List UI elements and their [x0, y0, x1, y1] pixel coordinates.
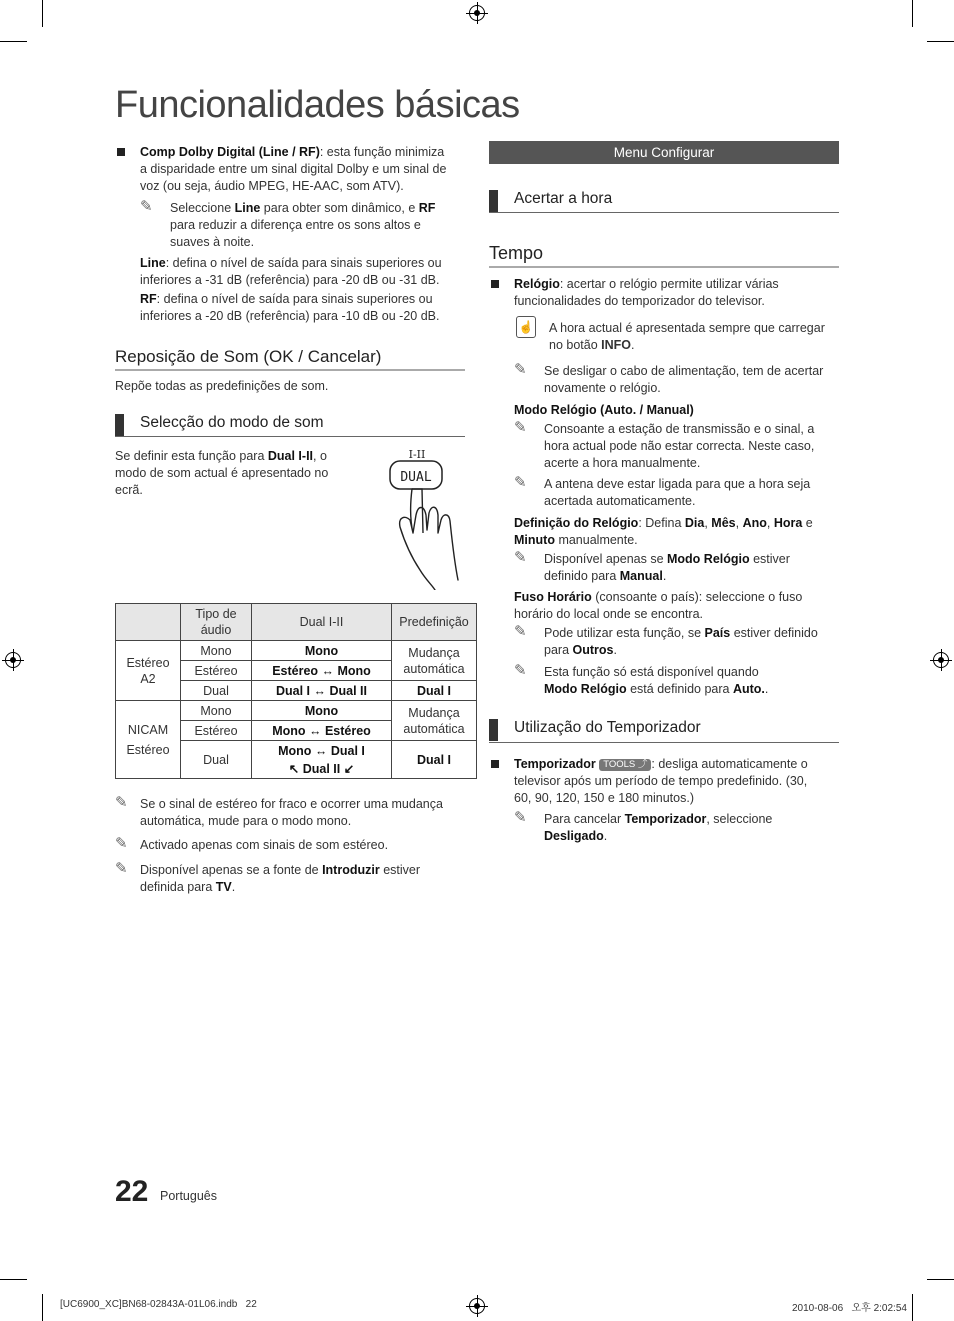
subsection-marker — [115, 414, 124, 436]
sound-mode-heading: Selecção do modo de som — [140, 414, 324, 431]
note-power-cable: Se desligar o cabo de alimentação, tem de acertar novamente o relógio. — [544, 364, 824, 395]
dual-label-button: DUAL — [400, 470, 432, 485]
bullet-icon — [491, 760, 499, 768]
line-definition: Line: defina o nível de saída para sinais superiores ou inferiores a -31 dB (referência) para -20 dB ou -31 dB. — [140, 256, 442, 287]
note-cancel-timer: Para cancelar Temporizador, seleccione Desligado. — [544, 812, 773, 843]
subsection-marker — [489, 190, 498, 212]
clock-mode-label: Modo Relógio (Auto. / Manual) — [514, 403, 694, 417]
table-cell: Mono ↔ Dual I ↖ Dual II ↙ — [252, 741, 392, 779]
table-cell: Dual I — [392, 741, 477, 779]
note-pencil-icon: ✎ — [514, 623, 527, 640]
note-country: Pode utilizar esta função, se País estiver definido para Outros. — [544, 626, 818, 657]
crop-mark — [912, 1294, 913, 1321]
note-pencil-icon: ✎ — [115, 794, 128, 811]
footer-timestamp: 2010-08-06 오후 2:02:54 — [792, 1303, 907, 1314]
crop-mark — [0, 41, 27, 42]
note-weak-stereo: Se o sinal de estéreo for fraco e ocorrer uma mudança automática, mude para o modo mono. — [140, 797, 443, 828]
table-cell: Mono — [181, 701, 252, 721]
note-pencil-icon: ✎ — [514, 474, 527, 491]
subsection-rule — [115, 436, 465, 437]
registration-mark-icon — [469, 5, 485, 21]
table-cell: Dual — [181, 681, 252, 701]
rf-definition: RF: defina o nível de saída para sinais superiores ou inferiores a -20 dB (referência) para -10 dB ou -20 dB. — [140, 292, 440, 323]
bullet-icon — [117, 148, 125, 156]
table-cell: Mudança automática — [392, 701, 477, 741]
crop-mark — [42, 1294, 43, 1321]
comp-dolby-note: Seleccione Line para obter som dinâmico, e RF para reduzir a diferença entre os sons altos e suaves à noite. — [170, 201, 436, 249]
note-antenna: A antena deve estar ligada para que a hora seja acertada automaticamente. — [544, 477, 811, 508]
note-tv-source: Disponível apenas se a fonte de Introduzir estiver definida para TV. — [140, 863, 421, 894]
crop-mark — [927, 41, 954, 42]
registration-mark-icon — [469, 1298, 485, 1314]
note-pencil-icon: ✎ — [115, 860, 128, 877]
table-cell: Dual — [181, 741, 252, 779]
tools-button-icon: TOOLS ⤴ — [599, 759, 651, 771]
table-cell: Estéreo — [181, 721, 252, 741]
table-cell: Estéreo ↔ Mono — [252, 661, 392, 681]
reset-sound-desc: Repõe todas as predefinições de som. — [115, 379, 329, 393]
table-header: Dual I-II — [252, 604, 392, 641]
note-pencil-icon: ✎ — [514, 419, 527, 436]
table-header-empty — [116, 604, 181, 641]
note-pencil-icon: ✎ — [514, 662, 527, 679]
crop-mark — [42, 0, 43, 27]
table-cell: Mono — [252, 701, 392, 721]
note-pencil-icon: ✎ — [140, 198, 153, 215]
remote-button-icon: ☝ — [516, 316, 536, 338]
subsection-rule — [489, 742, 839, 743]
table-cell: Mono — [181, 641, 252, 661]
sound-mode-table — [115, 603, 477, 779]
table-cell: Estéreo — [181, 661, 252, 681]
table-cell: Dual I ↔ Dual II — [252, 681, 392, 701]
table-cell: Mudança automática — [392, 641, 477, 681]
timer-heading: Utilização do Temporizador — [514, 719, 701, 736]
table-group-cell: NICAM Estéreo — [116, 701, 181, 779]
table-cell: Mono — [252, 641, 392, 661]
remote-dual-button-illustration — [380, 445, 470, 595]
registration-mark-icon — [933, 652, 949, 668]
subsection-rule — [489, 212, 839, 213]
registration-mark-icon — [5, 652, 21, 668]
info-note: A hora actual é apresentada sempre que carregar no botão INFO. — [549, 321, 825, 352]
note-pencil-icon: ✎ — [514, 809, 527, 826]
table-header: Tipo de áudio — [181, 604, 252, 641]
note-auto: Esta função só está disponível quando Modo Relógio está definido para Auto.. — [544, 665, 769, 696]
section-rule — [489, 266, 839, 268]
dual-label-top: I-II — [408, 448, 426, 461]
clock-text: Relógio: acertar o relógio permite utilizar várias funcionalidades do temporizador do televisor. — [514, 277, 779, 308]
note-pencil-icon: ✎ — [115, 835, 128, 852]
note-pencil-icon: ✎ — [514, 361, 527, 378]
subsection-marker — [489, 719, 498, 741]
footer-file-info: [UC6900_XC]BN68-02843A-01L06.indb 22 — [60, 1299, 257, 1310]
table-cell: Mono ↔ Estéreo — [252, 721, 392, 741]
page-title: Funcionalidades básicas — [115, 84, 520, 126]
crop-mark — [912, 0, 913, 27]
clock-set-text: Definição do Relógio: Defina Dia, Mês, Ano, Hora e Minuto manualmente. — [514, 516, 813, 547]
crop-mark — [0, 1279, 27, 1280]
set-time-heading: Acertar a hora — [514, 190, 613, 207]
menu-configurar-bar: Menu Configurar — [489, 141, 839, 164]
table-group-cell: Estéreo A2 — [116, 641, 181, 701]
comp-dolby-text: Comp Dolby Digital (Line / RF): esta função minimiza a disparidade entre um sinal digital Dolby e um sinal de voz (ou seja, áudio MPEG, HE-AAC, som ATV). — [140, 145, 447, 193]
table-header: Predefinição — [392, 604, 477, 641]
section-rule — [115, 369, 465, 371]
page-language: Português — [160, 1189, 217, 1203]
sound-mode-desc: Se definir esta função para Dual I-II, o modo de som actual é apresentado no ecrã. — [115, 449, 329, 497]
sleep-timer-text: Temporizador TOOLS ⤴ : desliga automaticamente o televisor após um período de tempo predefinido. (30, 60, 90, 120, 150 e 180 minutos.) — [514, 757, 808, 805]
page-number: 22 — [115, 1175, 149, 1208]
note-manual: Disponível apenas se Modo Relógio estiver definido para Manual. — [544, 552, 790, 583]
reset-sound-heading: Reposição de Som (OK / Cancelar) — [115, 347, 382, 366]
note-station: Consoante a estação de transmissão e o sinal, a hora actual pode não estar correcta. Neste caso, acerte a hora manualmente. — [544, 422, 815, 470]
tempo-heading: Tempo — [489, 243, 544, 263]
note-stereo-only: Activado apenas com sinais de som estéreo. — [140, 838, 389, 852]
table-cell: Dual I — [392, 681, 477, 701]
bullet-icon — [491, 280, 499, 288]
crop-mark — [927, 1279, 954, 1280]
note-pencil-icon: ✎ — [514, 549, 527, 566]
timezone-text: Fuso Horário (consoante o país): seleccione o fuso horário do local onde se encontra. — [514, 590, 803, 621]
